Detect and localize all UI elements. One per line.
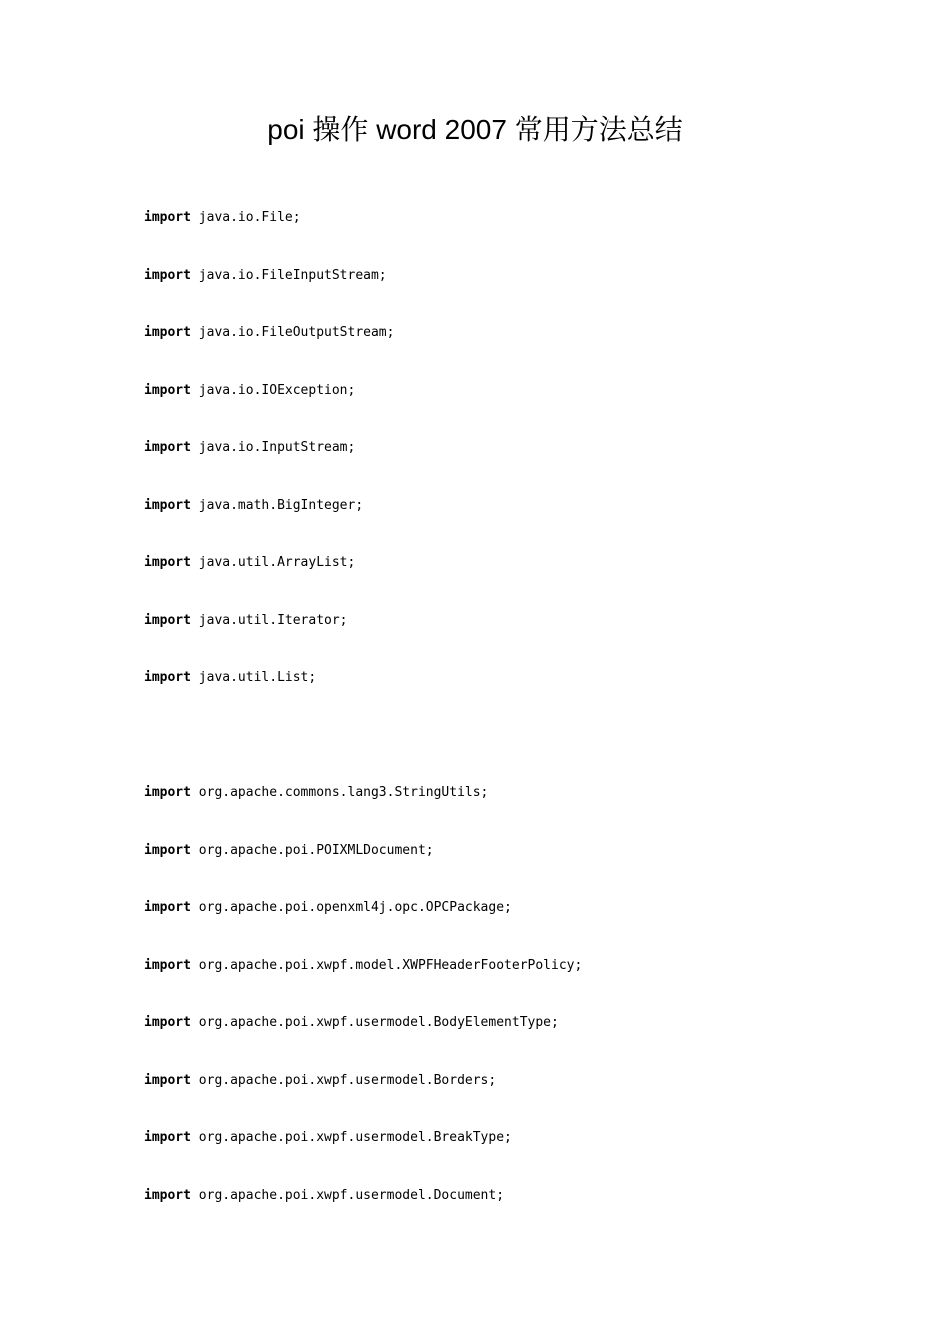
import-statement (144, 1014, 559, 1032)
import-path: org.apache.poi.openxml4j.opc.OPCPackage; (198, 900, 512, 915)
import-keyword: import (144, 958, 191, 973)
import-statement (144, 497, 363, 515)
import-path: java.io.InputStream; (198, 440, 356, 455)
import-statement (144, 1187, 504, 1205)
import-keyword: import (144, 555, 191, 570)
import-statement (144, 669, 316, 687)
import-keyword: import (144, 210, 191, 225)
import-statement (144, 324, 394, 342)
import-path: java.io.IOException; (198, 383, 356, 398)
import-path: java.util.ArrayList; (198, 555, 356, 570)
import-keyword: import (144, 268, 191, 283)
import-path: java.util.List; (198, 670, 317, 685)
import-keyword: import (144, 670, 191, 685)
import-keyword: import (144, 383, 191, 398)
import-path: org.apache.poi.xwpf.model.XWPFHeaderFooterPolicy; (198, 958, 583, 973)
import-path: java.util.Iterator; (198, 613, 348, 628)
import-statement (144, 957, 582, 975)
import-path: java.io.FileOutputStream; (198, 325, 395, 340)
import-keyword: import (144, 440, 191, 455)
import-statement (144, 1072, 496, 1090)
import-path: java.math.BigInteger; (198, 498, 364, 513)
import-path: org.apache.poi.POIXMLDocument; (198, 843, 434, 858)
page-title: poi 操作 word 2007 常用方法总结 (267, 114, 683, 145)
import-path: org.apache.poi.xwpf.usermodel.BreakType; (198, 1130, 512, 1145)
import-keyword: import (144, 1130, 191, 1145)
import-statement (144, 784, 488, 802)
import-path: org.apache.poi.xwpf.usermodel.BodyElementType; (198, 1015, 559, 1030)
import-statement (144, 842, 434, 860)
import-statement (144, 382, 355, 400)
import-keyword: import (144, 325, 191, 340)
import-keyword: import (144, 498, 191, 513)
import-keyword: import (144, 1015, 191, 1030)
import-statement (144, 1129, 512, 1147)
import-keyword: import (144, 1188, 191, 1203)
import-statement (144, 612, 348, 630)
import-statement (144, 267, 387, 285)
import-path: java.io.FileInputStream; (198, 268, 387, 283)
import-path: org.apache.poi.xwpf.usermodel.Document; (198, 1188, 505, 1203)
import-statement (144, 554, 355, 572)
import-statement (144, 439, 355, 457)
import-keyword: import (144, 1073, 191, 1088)
import-statement (144, 209, 301, 227)
import-keyword: import (144, 785, 191, 800)
import-path: java.io.File; (198, 210, 301, 225)
import-statement (144, 899, 512, 917)
import-keyword: import (144, 843, 191, 858)
import-path: org.apache.commons.lang3.StringUtils; (198, 785, 489, 800)
import-keyword: import (144, 613, 191, 628)
import-keyword: import (144, 900, 191, 915)
import-path: org.apache.poi.xwpf.usermodel.Borders; (198, 1073, 497, 1088)
